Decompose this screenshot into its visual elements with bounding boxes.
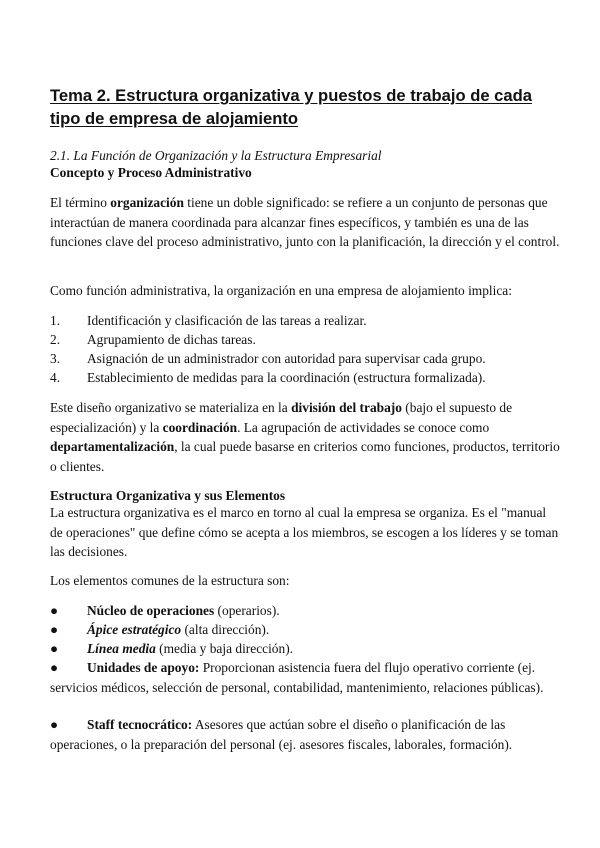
paragraph-funcion: Como función administrativa, la organización en una empresa de alojamiento implica:: [50, 283, 512, 298]
list-item: ● Staff tecnocrático: Asesores que actúan sobre el diseño o planificación de las operaciones, o la preparación del personal (ej. asesores fiscales, laborales, formación).: [50, 717, 513, 752]
structure-heading: Estructura Organizativa y sus Elementos: [50, 488, 286, 503]
paragraph-diseno: Este diseño organizativo se materializa en la división del trabajo (bajo el supuesto de especialización) y la coordinación. La agrupación de actividades se conoce como departamentalización, la cual puede basarse en criterios como funciones, productos, territorio o clientes.: [50, 400, 560, 474]
document-title: Tema 2. Estructura organizativa y puestos de trabajo de cada tipo de empresa de alojamiento: [50, 86, 532, 128]
concept-heading: Concepto y Proceso Administrativo: [50, 165, 252, 180]
paragraph-organizacion: El término organización tiene un doble significado: se refiere a un conjunto de personas que interactúan de manera coordinada para alcanzar fines específicos, y también es una de las funciones clave del proceso administrativo, junto con la planificación, la dirección y el control.: [50, 195, 560, 249]
section-heading: 2.1. La Función de Organización y la Estructura Empresarial: [50, 148, 382, 163]
list-item: ● Unidades de apoyo: Proporcionan asistencia fuera del flujo operativo corriente (ej. servicios médicos, selección de personal, contabilidad, mantenimiento, relaciones públicas).: [50, 660, 544, 695]
paragraph-estructura: La estructura organizativa es el marco en torno al cual la empresa se organiza. Es el "manual de operaciones" que define cómo se acepta a los miembros, se escogen a los líderes y se toman las decisiones.: [50, 505, 559, 559]
term-organizacion: organización: [110, 195, 184, 210]
paragraph-elementos: Los elementos comunes de la estructura son:: [50, 573, 290, 588]
